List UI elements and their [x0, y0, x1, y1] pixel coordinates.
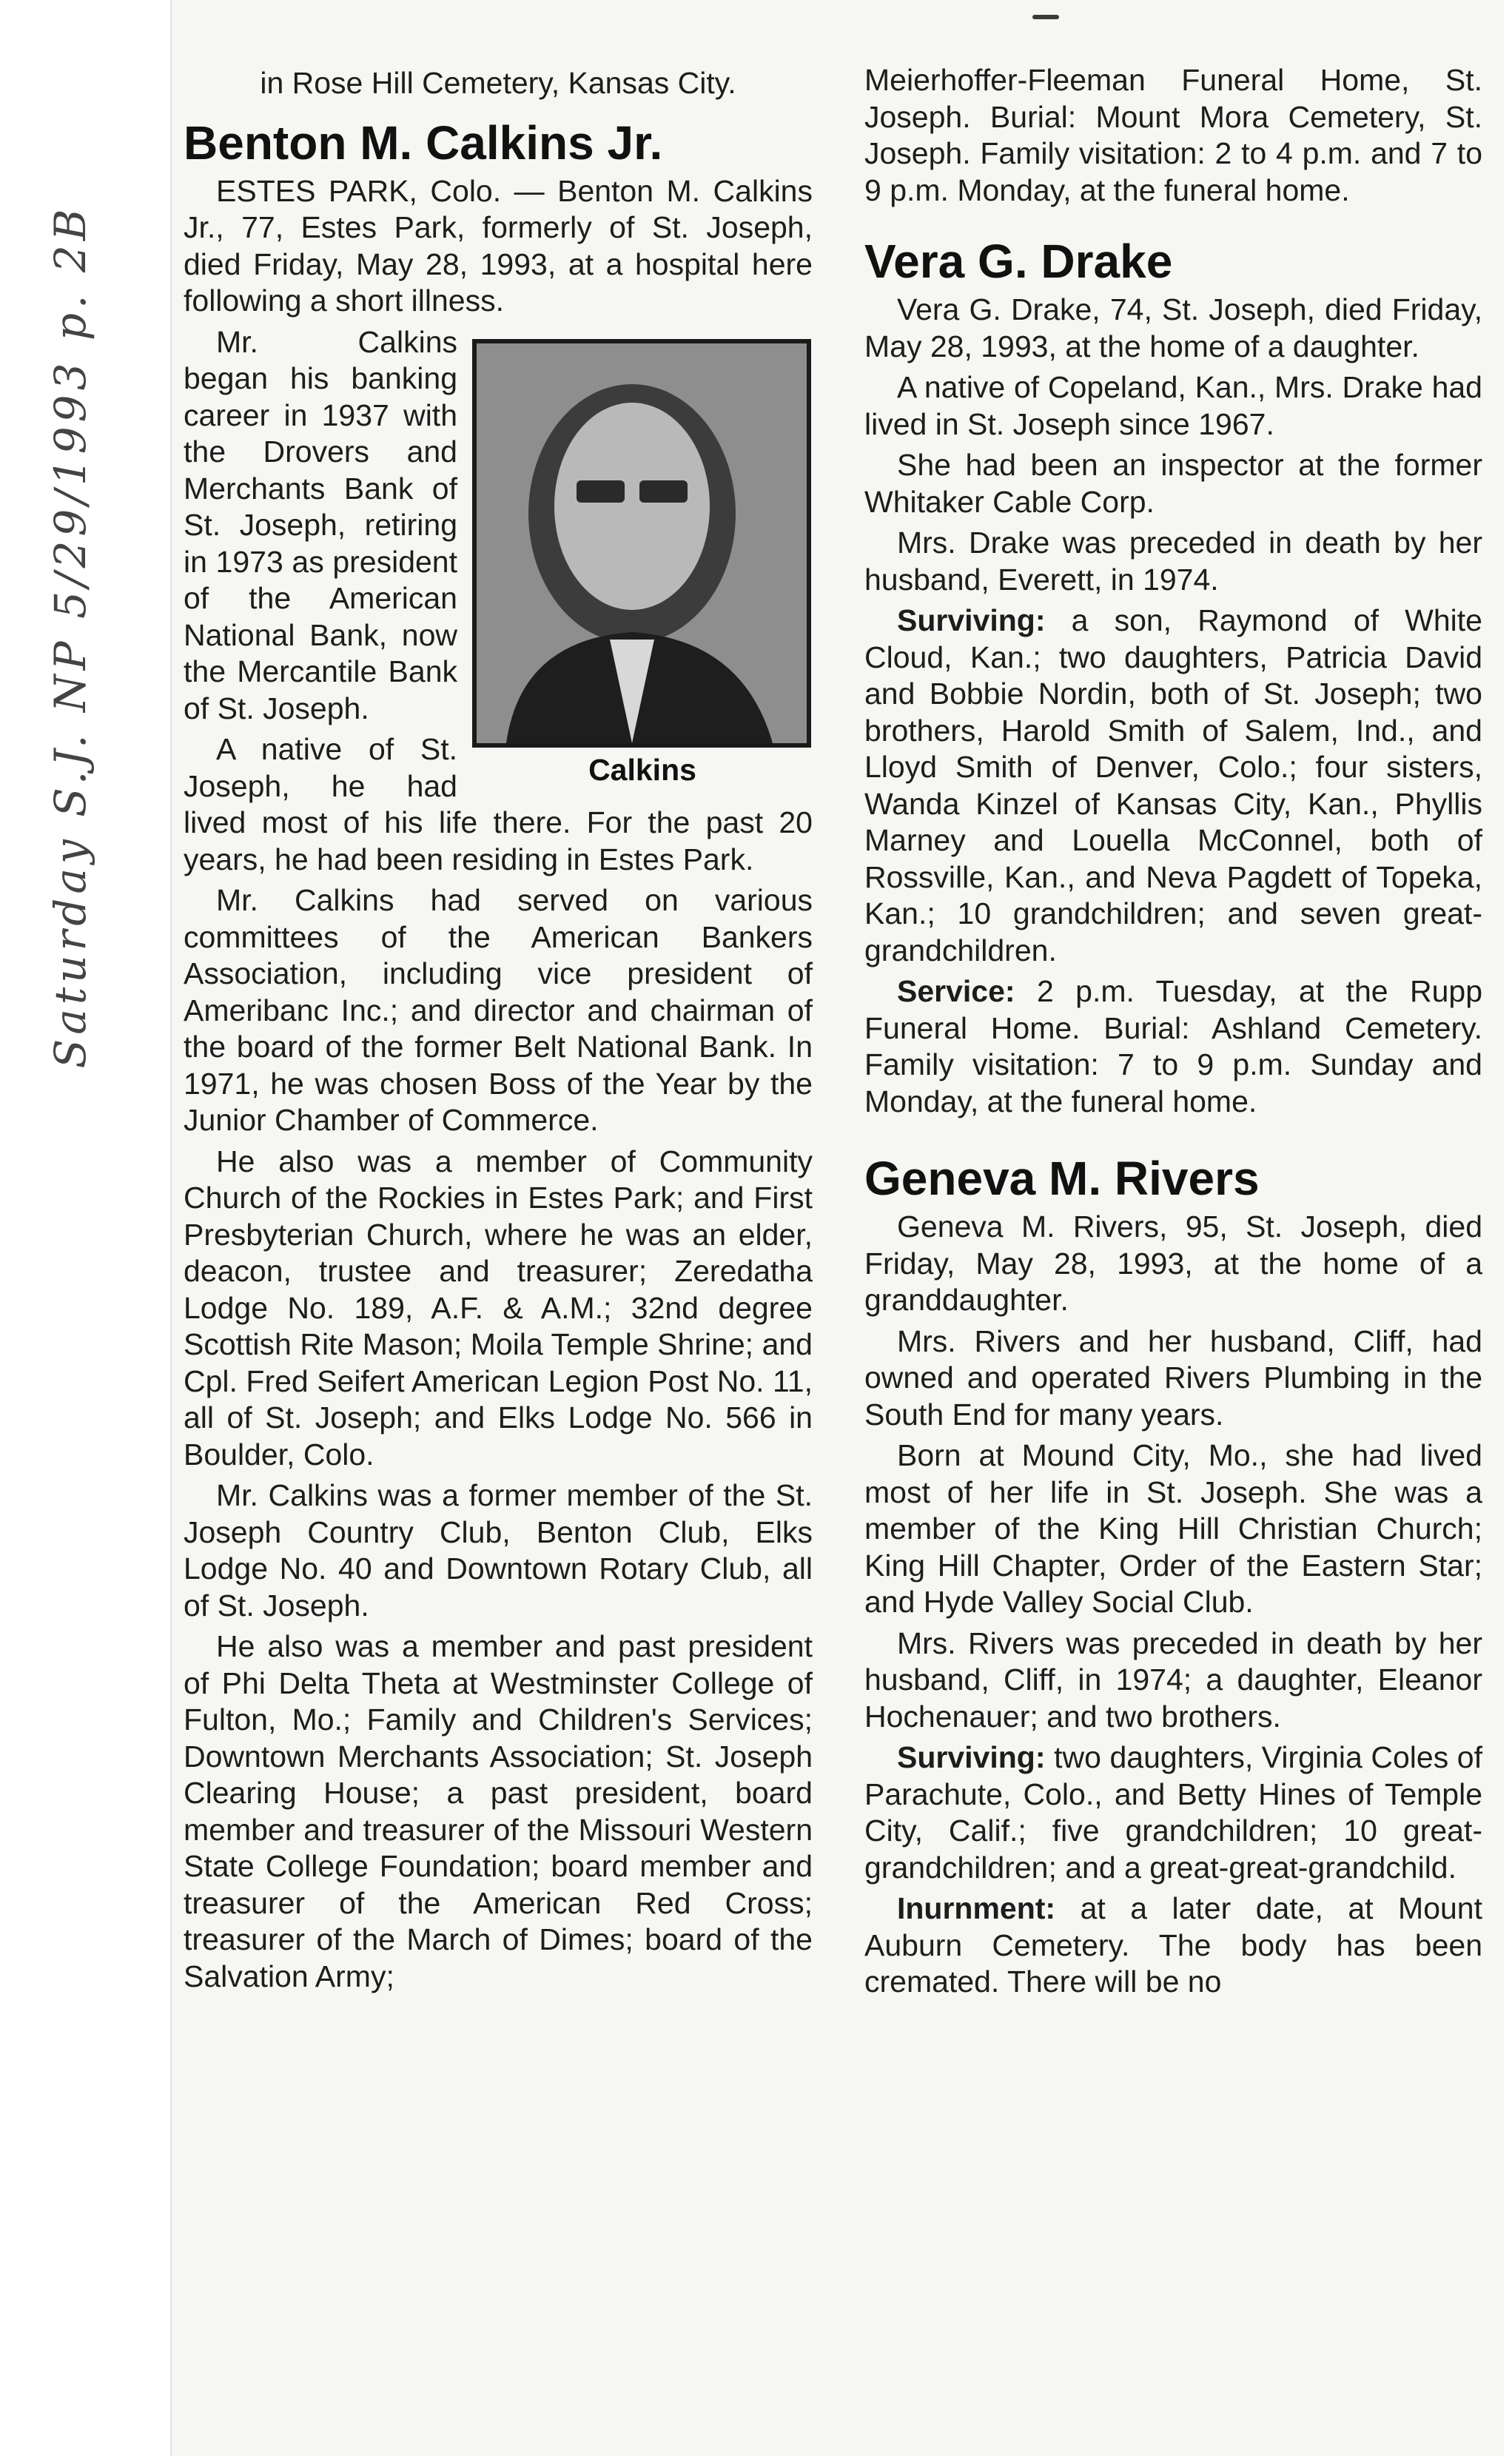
- surviving-paragraph: [864, 603, 1482, 969]
- obituary-paragraph: Mr. Calkins began his banking career in 1937 with the Drovers and Merchants Bank of St. Joseph, retiring in 1973 as president of the American National Bank, now the Mercantile Bank of St. Joseph.: [184, 324, 457, 725]
- obituary-headline-rivers: Geneva M. Rivers: [864, 1152, 1260, 1205]
- surviving-paragraph: [864, 1739, 1482, 1886]
- obituary-paragraph: Mrs. Rivers was preceded in death by her husband, Cliff, in 1974; a daughter, Eleanor Hochenauer; and two brothers.: [864, 1625, 1482, 1734]
- surviving-label: Surviving:: [897, 1740, 1046, 1774]
- obituary-paragraph: ESTES PARK, Colo. — Benton M. Calkins Jr., 77, Estes Park, formerly of St. Joseph, died Friday, May 28, 1993, at a hospital here following a short illness.: [184, 173, 813, 318]
- obituary-paragraph: He also was a member and past president of Phi Delta Theta at Westminster College of Fulton, Mo.; Family and Children's Services; Downtown Merchants Association; St. Joseph Clearing House; a past president, board member and treasurer of the Missouri Western State College Foundation; board member and treasurer of the American Red Cross; treasurer of the March of Dimes; board of the Salvation Army;: [184, 1629, 813, 1993]
- obituary-headline-calkins: Benton M. Calkins Jr.: [184, 115, 663, 170]
- obituary-paragraph: A native of St. Joseph, he had lived most of his life there. For the past 20 years, he had been residing in Estes Park.: [184, 732, 813, 876]
- obituary-paragraph: A native of Copeland, Kan., Mrs. Drake had lived in St. Joseph since 1967.: [864, 370, 1482, 441]
- inurnment-label: Inurnment:: [897, 1891, 1056, 1925]
- portrait-photo: [472, 339, 811, 748]
- photo-block: [472, 339, 813, 789]
- left-column: [184, 65, 813, 1999]
- carryover-text: in Rose Hill Cemetery, Kansas City.: [260, 66, 736, 100]
- obituary-paragraph: Mrs. Drake was preceded in death by her husband, Everett, in 1974.: [864, 526, 1482, 597]
- inurnment-text: at a later date, at Mount Auburn Cemetery. The body has been cremated. There will be no: [864, 1891, 1482, 1999]
- obituary-paragraph: Mrs. Rivers and her husband, Cliff, had owned and operated Rivers Plumbing in the South End for many years.: [864, 1323, 1482, 1432]
- surviving-text: two daughters, Virginia Coles of Parachute, Colo., and Betty Hines of Temple City, Calif.; five grandchildren; 10 great-grandchildren; and a great-great-grandchild.: [864, 1740, 1482, 1885]
- obituary-paragraph: She had been an inspector at the former Whitaker Cable Corp.: [864, 448, 1482, 519]
- obituary-paragraph: Born at Mound City, Mo., she had lived most of her life in St. Joseph. She was a member of the King Hill Christian Church; King Hill Chapter, Order of the Eastern Star; and Hyde Valley Social Club.: [864, 1438, 1482, 1619]
- obituary-paragraph: He also was a member of Community Church of the Rockies in Estes Park; and First Presbyterian Church, where he was an elder, deacon, trustee and treasurer; Zeredatha Lodge No. 189, A.F. & A.M.; 32nd degree Scottish Rite Mason; Moila Temple Shrine; and Cpl. Fred Seifert American Legion Post No. 11, all of St. Joseph; and Elks Lodge No. 566 in Boulder, Colo.: [184, 1144, 813, 1472]
- photo-caption: Calkins: [588, 752, 696, 787]
- obituary-paragraph: Mr. Calkins had served on various committees of the American Bankers Association, including vice president of Ameribanc Inc.; and director and chairman of the board of the former Belt National Bank. In 1971, he was chosen Boss of the Year by the Junior Chamber of Commerce.: [184, 883, 813, 1137]
- obituary-paragraph: Mr. Calkins was a former member of the St. Joseph Country Club, Benton Club, Elks Lodge No. 40 and Downtown Rotary Club, all of St. Joseph.: [184, 1478, 813, 1623]
- ink-mark: [1032, 15, 1059, 19]
- carryover-text: Meierhoffer-Fleeman Funeral Home, St. Joseph. Burial: Mount Mora Cemetery, St. Joseph. Family visitation: 2 to 4 p.m. and 7 to 9 p.m. Monday, at the funeral home.: [864, 63, 1482, 207]
- surviving-label: Surviving:: [897, 603, 1046, 637]
- obituary-paragraph: Geneva M. Rivers, 95, St. Joseph, died Friday, May 28, 1993, at the home of a granddaughter.: [864, 1209, 1482, 1317]
- right-column: [864, 62, 1482, 2005]
- handwritten-annotation: [15, 192, 126, 1081]
- obituary-headline-drake: Vera G. Drake: [864, 235, 1173, 288]
- service-text: 2 p.m. Tuesday, at the Rupp Funeral Home. Burial: Ashland Cemetery. Family visitation: 7 to 9 p.m. Sunday and Monday, at the funeral home.: [864, 974, 1482, 1118]
- service-paragraph: [864, 973, 1482, 1120]
- surviving-text: a son, Raymond of White Cloud, Kan.; two daughters, Patricia David and Bobbie Nordin, both of St. Joseph; two brothers, Harold Smith of Salem, Ind., and Lloyd Smith of Denver, Colo.; four sisters, Wanda Kinzel of Kansas City, Kan., Phyllis Marney and Louella McConnel, both of Rossville, Kan., and Neva Pagdett of Topeka, Kan.; 10 grandchildren; and seven great-grandchildren.: [864, 603, 1482, 967]
- handwritten-note: Saturday S.J. NP 5/29/1993 p. 2B: [45, 204, 95, 1069]
- obituary-paragraph: Vera G. Drake, 74, St. Joseph, died Friday, May 28, 1993, at the home of a daughter.: [864, 292, 1482, 363]
- service-label: Service:: [897, 974, 1015, 1008]
- inurnment-paragraph: [864, 1890, 1482, 2001]
